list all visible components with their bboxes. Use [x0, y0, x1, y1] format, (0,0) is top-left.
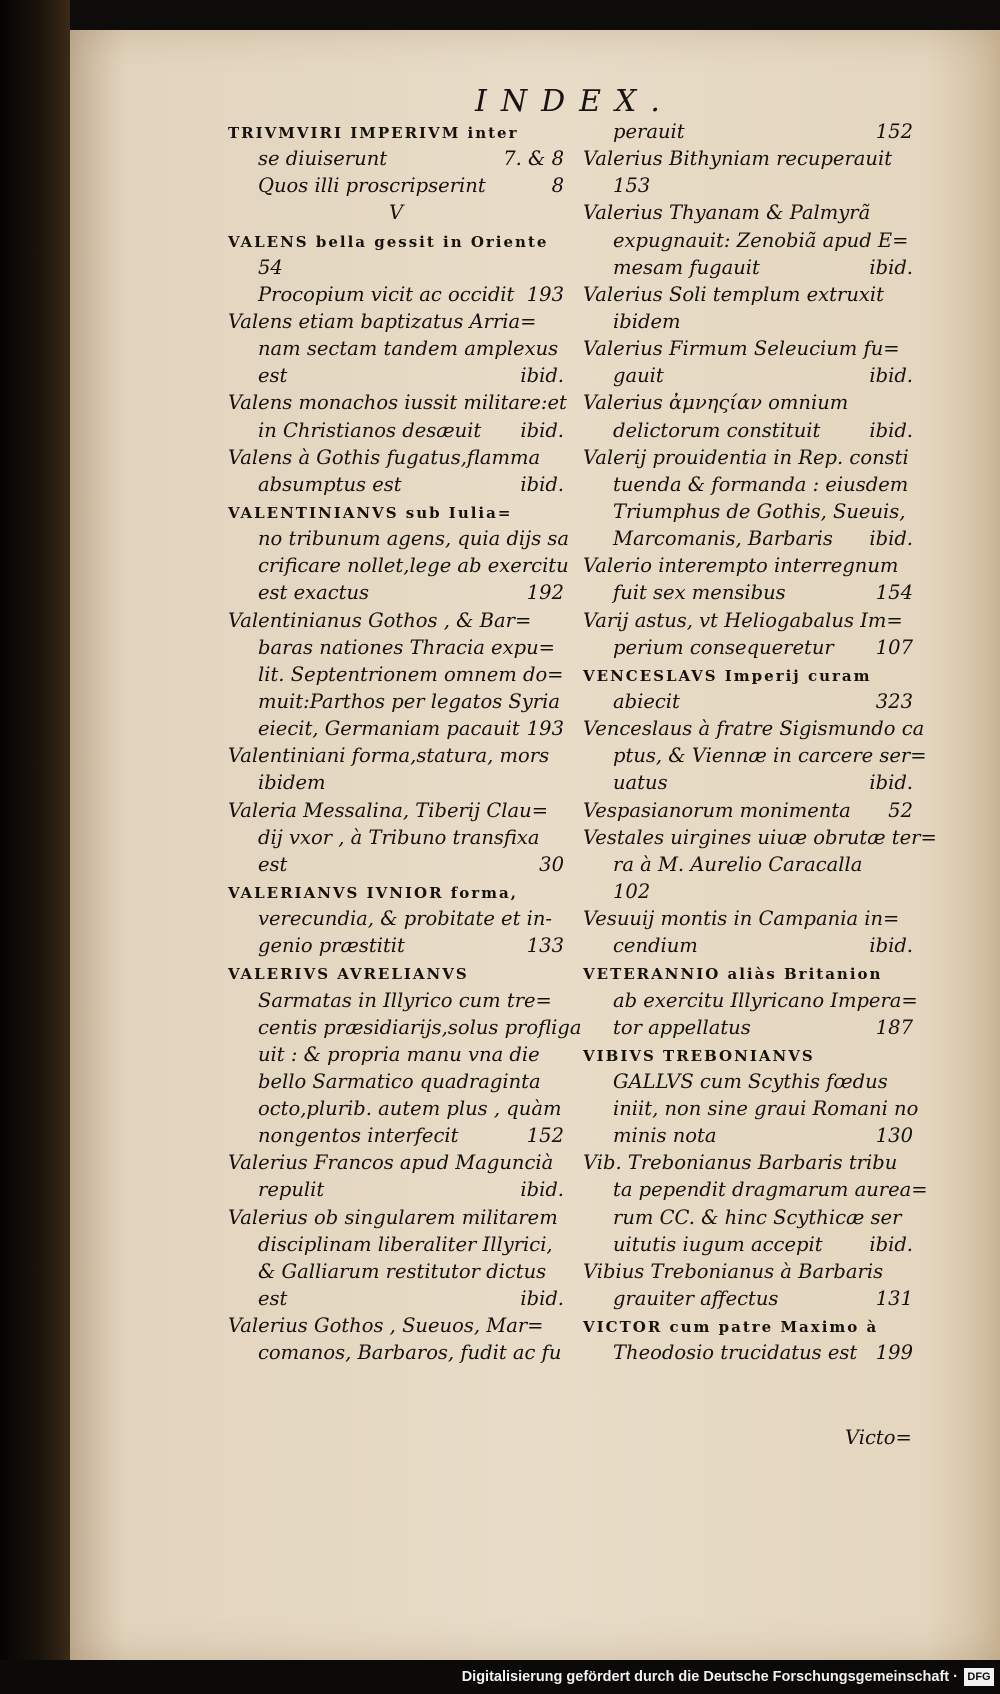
- entry-text: ta pependit dragmarum aurea=: [613, 1178, 928, 1202]
- entry-text: Valerio interempto interregnum: [583, 554, 899, 578]
- page-reference: ibid.: [869, 1232, 913, 1256]
- entry-text: est: [258, 852, 288, 876]
- index-entry-line: [583, 1231, 913, 1258]
- page-reference: 7. & 8: [503, 147, 564, 171]
- entry-text: Valentinianus Gothos , & Bar=: [228, 608, 532, 632]
- page-reference: 193: [526, 717, 564, 741]
- index-entry-line: [583, 254, 913, 281]
- page-reference: 193: [526, 282, 564, 306]
- entry-text: Valerius Thyanam & Palmyrã: [583, 201, 871, 225]
- index-entry-line: [228, 1095, 564, 1122]
- index-entry-line: [228, 525, 570, 552]
- entry-text: est: [258, 364, 288, 388]
- entry-text: fuit sex mensibus: [613, 581, 786, 605]
- entry-text: VICTOR cum patre Maximo à: [583, 1318, 879, 1337]
- page-reference: ibid.: [869, 364, 913, 388]
- entry-text: TRIVMVIRI IMPERIVM inter: [228, 124, 519, 142]
- entry-text: Valerius ob singularem militarem: [228, 1205, 558, 1229]
- index-entry-line: [583, 335, 913, 362]
- index-entry-line: [583, 1095, 919, 1122]
- entry-text: iniit, non sine graui Romani no: [613, 1097, 919, 1121]
- entry-text: V: [388, 201, 404, 225]
- index-entry-line: [228, 715, 564, 742]
- index-entry-line: [228, 1068, 564, 1095]
- index-entry-line: [228, 797, 564, 824]
- index-entry-line: [228, 661, 564, 688]
- index-entry-line: [583, 987, 918, 1014]
- index-entry-line: [583, 769, 913, 796]
- entry-text: nam sectam tandem amplexus: [258, 337, 559, 361]
- entry-text: verecundia, & probitate et in-: [258, 907, 553, 931]
- index-entry-line: [228, 552, 569, 579]
- entry-text: Valentiniani forma,statura, mors: [228, 744, 550, 768]
- entry-text: Valens monachos iussit militare:et: [228, 391, 567, 415]
- index-entry-line: [228, 905, 564, 932]
- index-entry-line: [583, 1176, 928, 1203]
- index-entry-line: [583, 905, 913, 932]
- entry-text: crificare nollet,lege ab exercitu: [258, 554, 569, 578]
- index-entry-line: [583, 851, 913, 878]
- index-entry-line: [583, 444, 913, 471]
- page-reference: ibid.: [520, 364, 564, 388]
- index-entry-line: [583, 959, 913, 986]
- entry-text: Venceslaus à fratre Sigismundo ca: [583, 717, 925, 741]
- index-entry-line: [228, 932, 564, 959]
- entry-text: ab exercitu Illyricano Impera=: [613, 988, 918, 1012]
- entry-text: ibidem: [258, 771, 326, 795]
- entry-text: Quos illi proscripserint: [258, 174, 486, 198]
- index-entry-line: [583, 1041, 913, 1068]
- index-entry-line: [583, 797, 913, 824]
- entry-text: Valerius Gothos , Sueuos, Mar=: [228, 1314, 544, 1338]
- index-column-right: [583, 118, 937, 1366]
- entry-text: Valens etiam baptizatus Arria=: [228, 309, 537, 333]
- index-entry-line: [583, 498, 913, 525]
- page-reference: 52: [888, 798, 913, 822]
- entry-text: VENCESLAVS Imperij curam: [583, 666, 872, 685]
- index-entry-line: [228, 308, 564, 335]
- index-entry-line: [583, 634, 913, 661]
- entry-text: repulit: [258, 1178, 325, 1202]
- entry-text: Valens à Gothis fugatus,flamma: [228, 445, 541, 469]
- entry-text: ra à M. Aurelio Caracalla: [613, 852, 863, 876]
- page-reference: 199: [875, 1341, 913, 1365]
- entry-text: tuenda & formanda : eiusdem: [613, 472, 909, 496]
- index-entry-line: [583, 471, 913, 498]
- entry-text: Vibius Trebonianus à Barbaris: [583, 1259, 884, 1283]
- index-entry-line: [228, 1176, 564, 1203]
- entry-text: octo,plurib. autem plus , quàm: [258, 1097, 562, 1121]
- index-entry-line: [228, 742, 564, 769]
- index-entry-line: [583, 824, 937, 851]
- index-entry-line: [583, 308, 913, 335]
- index-entry-line: [583, 878, 913, 905]
- index-entry-line: [228, 634, 564, 661]
- index-entry-line: [228, 1258, 564, 1285]
- entry-text: Valerius ἀμνηςίαν omnium: [583, 391, 849, 415]
- page-reference: ibid.: [520, 418, 564, 442]
- page-reference: ibid.: [869, 527, 913, 551]
- entry-text: Valeria Messalina, Tiberij Clau=: [228, 798, 549, 822]
- index-entry-line: [228, 335, 564, 362]
- index-entry-line: [228, 145, 564, 172]
- page-reference: 107: [875, 635, 913, 659]
- index-entry-line: [583, 525, 913, 552]
- index-entry-line: [228, 281, 564, 308]
- entry-text: Theodosio trucidatus est: [613, 1341, 858, 1365]
- index-entry-line: [228, 227, 564, 254]
- page-reference: 30: [539, 852, 564, 876]
- entry-text: uitutis iugum accepit: [613, 1232, 823, 1256]
- catchword: Victo=: [845, 1426, 912, 1449]
- page-reference: ibid.: [869, 418, 913, 442]
- entry-text: minis nota: [613, 1124, 717, 1148]
- entry-text: eiecit, Germaniam pacauit: [258, 717, 520, 741]
- index-entry-line: [583, 172, 913, 199]
- index-entry-line: [583, 1149, 913, 1176]
- entry-text: disciplinam liberaliter Illyrici,: [258, 1232, 553, 1256]
- index-entry-line: [228, 1149, 564, 1176]
- index-entry-line: [583, 1285, 913, 1312]
- index-entry-line: [583, 118, 913, 145]
- page-reference: 131: [875, 1287, 913, 1311]
- entry-text: cendium: [613, 934, 698, 958]
- entry-text: mesam fugauit: [613, 255, 760, 279]
- entry-text: VIBIVS TREBONIANVS: [583, 1046, 815, 1065]
- entry-text: tor appellatus: [613, 1015, 751, 1039]
- entry-text: abiecit: [613, 689, 680, 713]
- index-entry-line: [228, 1312, 564, 1339]
- entry-text: baras nationes Thracia expu=: [258, 635, 555, 659]
- entry-text: Marcomanis, Barbaris: [613, 527, 833, 551]
- index-entry-line: [228, 118, 564, 145]
- index-entry-line: [228, 688, 564, 715]
- entry-text: est exactus: [258, 581, 370, 605]
- index-entry-line: [228, 769, 564, 796]
- page-reference: 152: [526, 1124, 564, 1148]
- entry-text: Procopium vicit ac occidit: [258, 282, 515, 306]
- index-entry-line: [228, 444, 564, 471]
- entry-text: centis præsidiarijs,solus profliga: [258, 1015, 582, 1039]
- entry-text: genio præstitit: [258, 934, 405, 958]
- index-entry-line: [583, 145, 913, 172]
- entry-text: perauit: [613, 120, 685, 143]
- index-entry-line: [228, 1285, 564, 1312]
- index-entry-line: [583, 1312, 913, 1339]
- index-entry-line: [583, 607, 913, 634]
- page-reference: 8: [551, 174, 564, 198]
- entry-text: absumptus est: [258, 472, 402, 496]
- index-entry-line: [228, 199, 564, 226]
- page-reference: 154: [875, 581, 913, 605]
- index-entry-line: [583, 715, 925, 742]
- page-reference: ibid.: [869, 934, 913, 958]
- index-entry-line: [228, 987, 564, 1014]
- index-entry-line: [228, 851, 564, 878]
- page-reference: 152: [875, 120, 913, 143]
- entry-text: Varij astus, vt Heliogabalus Im=: [583, 608, 903, 632]
- page-reference: ibid.: [520, 472, 564, 496]
- page-reference: 192: [526, 581, 564, 605]
- entry-text: Triumphus de Gothis, Sueuis,: [613, 499, 906, 523]
- entry-text: est: [258, 1287, 288, 1311]
- entry-text: delictorum constituit: [613, 418, 821, 442]
- entry-text: Vesuuij montis in Campania in=: [583, 907, 900, 931]
- entry-text: no tribunum agens, quia dijs sa: [258, 527, 570, 551]
- entry-text: VALENTINIANVS sub Iulia=: [228, 503, 513, 522]
- index-entry-line: [228, 417, 564, 444]
- index-entry-line: [228, 254, 564, 281]
- entry-text: lit. Septentrionem omnem do=: [258, 662, 564, 686]
- entry-text: VALENS bella gessit in Oriente: [228, 232, 549, 251]
- index-entry-line: [228, 362, 564, 389]
- entry-text: Sarmatas in Illyrico cum tre=: [258, 988, 552, 1012]
- index-entry-line: [228, 959, 564, 986]
- entry-text: Valerius Bithyniam recuperauit: [583, 147, 893, 171]
- entry-text: nongentos interfecit: [258, 1124, 459, 1148]
- entry-text: 54: [258, 255, 283, 279]
- entry-text: se diuiserunt: [258, 147, 388, 171]
- index-entry-line: [583, 552, 913, 579]
- index-entry-line: [583, 742, 927, 769]
- index-entry-line: [228, 1339, 564, 1366]
- entry-text: grauiter affectus: [613, 1287, 779, 1311]
- entry-text: in Christianos desæuit: [258, 418, 482, 442]
- index-entry-line: [583, 932, 913, 959]
- index-entry-line: [583, 227, 913, 254]
- entry-text: Vespasianorum monimenta: [583, 798, 851, 822]
- index-entry-line: [228, 1014, 582, 1041]
- index-entry-line: [228, 824, 564, 851]
- index-entry-line: [228, 498, 564, 525]
- entry-text: Vib. Trebonianus Barbaris tribu: [583, 1151, 898, 1175]
- entry-text: Valerius Francos apud Maguncià: [228, 1151, 554, 1175]
- entry-text: gauit: [613, 364, 664, 388]
- index-entry-line: [228, 389, 567, 416]
- page-reference: 187: [875, 1015, 913, 1039]
- entry-text: & Galliarum restitutor dictus: [258, 1259, 547, 1283]
- entry-text: comanos, Barbaros, fudit ac fu: [258, 1341, 562, 1365]
- entry-text: dij vxor , à Tribuno transfixa: [258, 825, 540, 849]
- entry-text: perium consequeretur: [613, 635, 834, 659]
- entry-text: Vestales uirgines uiuæ obrutæ ter=: [583, 825, 937, 849]
- page-reference: ibid.: [520, 1287, 564, 1311]
- index-entry-line: [583, 389, 913, 416]
- index-entry-line: [228, 579, 564, 606]
- page-reference: ibid.: [520, 1178, 564, 1202]
- page-reference: 323: [875, 689, 913, 713]
- entry-text: Valerius Firmum Seleucium fu=: [583, 337, 900, 361]
- index-entry-line: [228, 1122, 564, 1149]
- index-entry-line: [228, 172, 564, 199]
- entry-text: uit : & propria manu vna die: [258, 1042, 540, 1066]
- dfg-logo-icon: DFG: [964, 1668, 994, 1686]
- index-entry-line: [583, 688, 913, 715]
- footer-bar: [0, 1660, 1000, 1694]
- entry-text: uatus: [613, 771, 668, 795]
- page-header: INDEX.: [475, 84, 674, 119]
- entry-text: VETERANNIO aliàs Britanion: [583, 965, 883, 984]
- page-reference: 130: [875, 1124, 913, 1148]
- entry-text: muit:Parthos per legatos Syria: [258, 689, 560, 713]
- index-entry-line: [228, 1231, 564, 1258]
- index-column-left: [228, 118, 582, 1366]
- index-entry-line: [228, 607, 564, 634]
- entry-text: 153: [613, 174, 651, 198]
- entry-text: Valerij prouidentia in Rep. consti: [583, 445, 909, 469]
- index-entry-line: [583, 1068, 913, 1095]
- page-reference: ibid.: [869, 255, 913, 279]
- index-entry-line: [583, 199, 913, 226]
- index-entry-line: [228, 1041, 564, 1068]
- entry-text: VALERIVS AVRELIANVS: [228, 965, 469, 984]
- entry-text: Valerius Soli templum extruxit: [583, 282, 884, 306]
- entry-text: 102: [613, 879, 651, 903]
- index-entry-line: [228, 878, 564, 905]
- index-entry-line: [583, 1122, 913, 1149]
- index-entry-line: [583, 417, 913, 444]
- entry-text: ptus, & Viennæ in carcere ser=: [613, 744, 927, 768]
- index-entry-line: [583, 1339, 913, 1366]
- index-entry-line: [583, 281, 913, 308]
- index-entry-line: [228, 471, 564, 498]
- entry-text: rum CC. & hinc Scythicæ ser: [613, 1205, 902, 1229]
- entry-text: expugnauit: Zenobiã apud E=: [613, 228, 909, 252]
- page-reference: ibid.: [869, 771, 913, 795]
- index-entry-line: [583, 1014, 913, 1041]
- index-entry-line: [583, 1258, 913, 1285]
- index-entry-line: [583, 661, 913, 688]
- index-entry-line: [228, 1204, 564, 1231]
- index-entry-line: [583, 1204, 913, 1231]
- entry-text: VALERIANVS IVNIOR forma,: [228, 883, 518, 902]
- footer-credit: Digitalisierung gefördert durch die Deutsche Forschungsgemeinschaft ·: [461, 1669, 958, 1685]
- entry-text: GALLVS cum Scythis fœdus: [613, 1069, 888, 1093]
- entry-text: ibidem: [613, 309, 681, 333]
- index-entry-line: [583, 579, 913, 606]
- index-entry-line: [583, 362, 913, 389]
- page-reference: 133: [526, 934, 564, 958]
- entry-text: bello Sarmatico quadraginta: [258, 1069, 541, 1093]
- scan-background: [0, 0, 70, 1660]
